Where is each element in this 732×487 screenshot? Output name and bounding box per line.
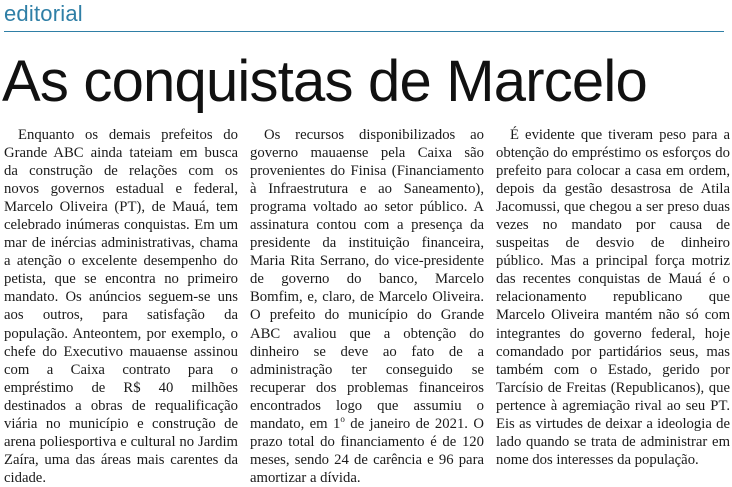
paragraph-1: Enquanto os demais prefeitos do Grande ABC ainda tateiam em busca da construção de relações com os novos governos estadual e federal, Marcelo Oliveira (PT), de Mauá, tem celebrado inúmeras conquistas. Em um mar de inércias administrativas, chama a atenção o excelente desempenho do petista, que se encontra no primeiro mandato. Os anúncios seguem-se uns aos outros, para satisfação da população. Anteontem, por exemplo, o chefe do Executivo mauaense assinou com a Caixa contrato para o empréstimo de R$ 40 milhões destinados a obras de requalificação viária no município e construção de arena poliesportiva e cultural no Jardim Zaíra, uma das áreas mais carentes da cidade. — [4, 127, 238, 486]
headline: As conquistas de Marcelo — [2, 49, 647, 114]
paragraph-2-text-a: Os recursos disponibilizados ao governo mauaense pela Caixa são provenientes do Finisa (Financiamento à Infraestrutura e ao Saneamento), programa voltado ao setor público. A assinatura contou com a presença da presidente da instituição financeira, Maria Rita Serrano, do vice-presidente de governo do banco, Marcelo Bomfim, e, claro, de Marcelo Oliveira. O prefeito do município do Grande ABC avaliou que a obtenção do dinheiro se deve ao fato de a administração ter conseguido se recuperar dos problemas financeiros encontrados logo que assumiu o mandato, em 1 — [250, 127, 484, 432]
column-2 — [250, 126, 484, 486]
section-divider — [4, 31, 724, 32]
column-3 — [496, 126, 730, 468]
paragraph-2-text-b: de janeiro de 2021. O prazo total do financiamento é de 120 meses, sendo 24 de carência e 96 para amortizar a dívida. — [250, 415, 484, 486]
paragraph-3: É evidente que tiveram peso para a obtenção do empréstimo os esforços do prefeito para colocar a casa em ordem, depois da gestão desastrosa de Atila Jacomussi, que chegou a ser preso duas vezes no mandato por causa de suspeitas de desvio de dinheiro público. Mas a principal força motriz das recentes conquistas de Mauá é o relacionamento republicano que Marcelo Oliveira mantém não só com integrantes do governo federal, hoje comandado por partidários seus, mas também com o Estado, gerido por Tarcísio de Freitas (Republicanos), que pertence à agremiação rival ao seu PT. Eis as virtudes de deixar a ideologia de lado quando se trata de administrar em nome dos interesses da população. — [496, 127, 730, 468]
ordinal-superscript: o — [340, 413, 345, 424]
article-body — [4, 126, 730, 486]
section-label: editorial — [4, 1, 83, 26]
column-1 — [4, 126, 238, 486]
paragraph-2 — [250, 126, 484, 487]
